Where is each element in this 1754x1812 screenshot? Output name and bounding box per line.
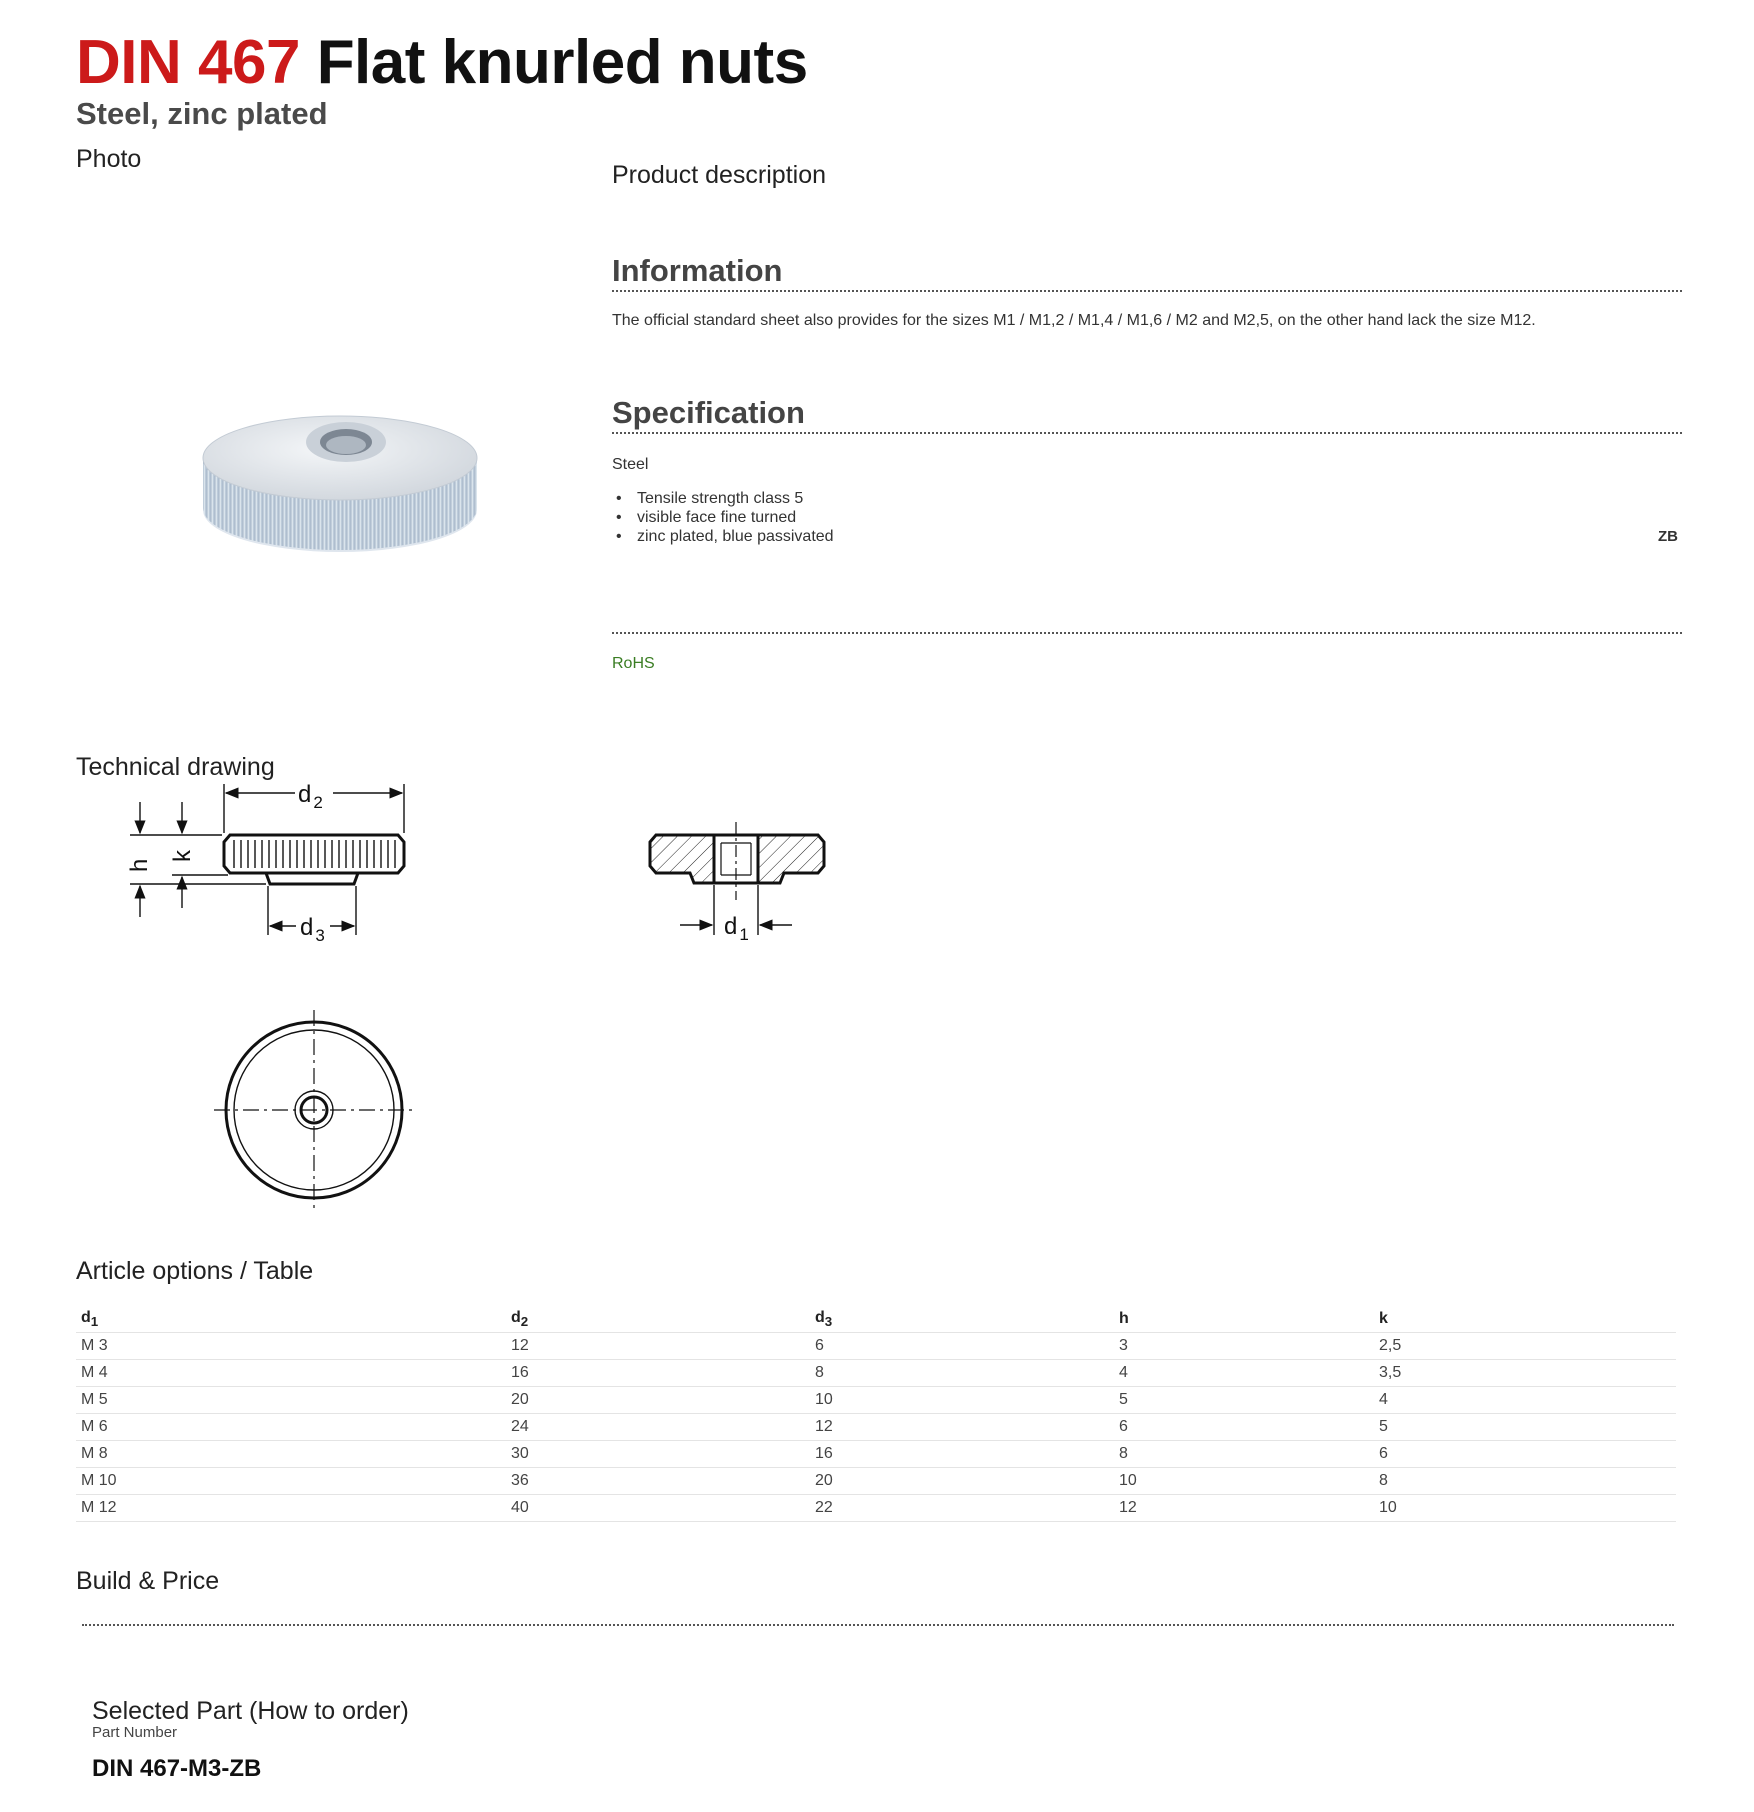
page-subtitle: Steel, zinc plated [76,96,328,131]
cell-d2: 36 [506,1468,810,1495]
cell-d1: M 3 [76,1333,506,1360]
compliance-divider [612,632,1682,634]
table-row[interactable] [76,1441,1676,1468]
table-header-row [76,1306,1676,1333]
selected-part-heading: Selected Part (How to order) [92,1697,409,1725]
finish-code: ZB [1658,528,1678,545]
cell-k: 10 [1374,1495,1676,1522]
material-text: Steel [612,456,649,473]
list-item: • zinc plated, blue passivated [612,527,1212,546]
cell-d3: 8 [810,1360,1114,1387]
information-heading: Information [612,253,783,288]
list-item: • Tensile strength class 5 [612,489,1212,508]
cell-d3: 10 [810,1387,1114,1414]
cell-h: 8 [1114,1441,1374,1468]
dim-d2-label: d $_2$ [298,781,323,812]
dim-h-label: h [126,858,153,872]
cell-d2: 20 [506,1387,810,1414]
side-view [130,784,404,935]
cell-d1: M 8 [76,1441,506,1468]
technical-drawing-label: Technical drawing [76,753,275,781]
cell-h: 5 [1114,1387,1374,1414]
build-price-divider [82,1624,1674,1626]
article-options-label: Article options / Table [76,1257,314,1285]
table-row[interactable] [76,1468,1676,1495]
section-view [650,822,824,935]
part-number-label: Part Number [92,1724,178,1741]
table-row[interactable] [76,1360,1676,1387]
cell-d1: M 5 [76,1387,506,1414]
cell-k: 5 [1374,1414,1676,1441]
article-options-table [76,1306,1676,1522]
part-number-value[interactable]: DIN 467-M3-ZB [92,1755,262,1782]
column-header-h: h [1114,1306,1374,1333]
cell-d2: 16 [506,1360,810,1387]
list-item: • visible face fine turned [612,508,1212,527]
cell-d3: 22 [810,1495,1114,1522]
dim-d1-label: d $_1$ [724,913,749,944]
table-row[interactable] [76,1387,1676,1414]
cell-d1: M 6 [76,1414,506,1441]
column-header-d3: $d_3$ [810,1306,1114,1333]
cell-d2: 24 [506,1414,810,1441]
cell-k: 4 [1374,1387,1676,1414]
cell-d1: M 4 [76,1360,506,1387]
specification-divider [612,432,1682,434]
product-name: Flat knurled nuts [316,28,808,97]
dim-d3-label: d $_3$ [300,914,325,945]
cell-d1: M 12 [76,1495,506,1522]
cell-h: 3 [1114,1333,1374,1360]
cell-k: 6 [1374,1441,1676,1468]
cell-h: 10 [1114,1468,1374,1495]
top-view [214,1010,414,1210]
cell-h: 12 [1114,1495,1374,1522]
cell-h: 4 [1114,1360,1374,1387]
cell-d2: 30 [506,1441,810,1468]
spec-list [612,489,1212,546]
cell-k: 3,5 [1374,1360,1676,1387]
cell-d3: 12 [810,1414,1114,1441]
column-header-d1: $d_1$ [76,1306,506,1333]
cell-k: 8 [1374,1468,1676,1495]
cell-h: 6 [1114,1414,1374,1441]
rohs-badge: RoHS [612,655,655,672]
cell-d3: 6 [810,1333,1114,1360]
product-description-label: Product description [612,161,827,189]
cell-d2: 40 [506,1495,810,1522]
cell-d3: 20 [810,1468,1114,1495]
build-price-label: Build & Price [76,1567,220,1595]
specification-heading: Specification [612,395,805,430]
page-title [76,28,808,98]
information-text: The official standard sheet also provides for the sizes M1 / M1,2 / M1,4 / M1,6 / M2 and M2,5, on the other hand lack the size M12. [612,312,1536,329]
standard-code: DIN 467 [76,28,300,97]
information-divider [612,290,1682,292]
column-header-k: k [1374,1306,1676,1333]
cell-d3: 16 [810,1441,1114,1468]
column-header-d2: $d_2$ [506,1306,810,1333]
table-row[interactable] [76,1414,1676,1441]
product-photo [190,360,490,560]
dim-k-label: k [169,850,196,862]
cell-d1: M 10 [76,1468,506,1495]
table-row[interactable] [76,1495,1676,1522]
photo-label: Photo [76,145,142,173]
table-row[interactable] [76,1333,1676,1360]
cell-d2: 12 [506,1333,810,1360]
cell-k: 2,5 [1374,1333,1676,1360]
